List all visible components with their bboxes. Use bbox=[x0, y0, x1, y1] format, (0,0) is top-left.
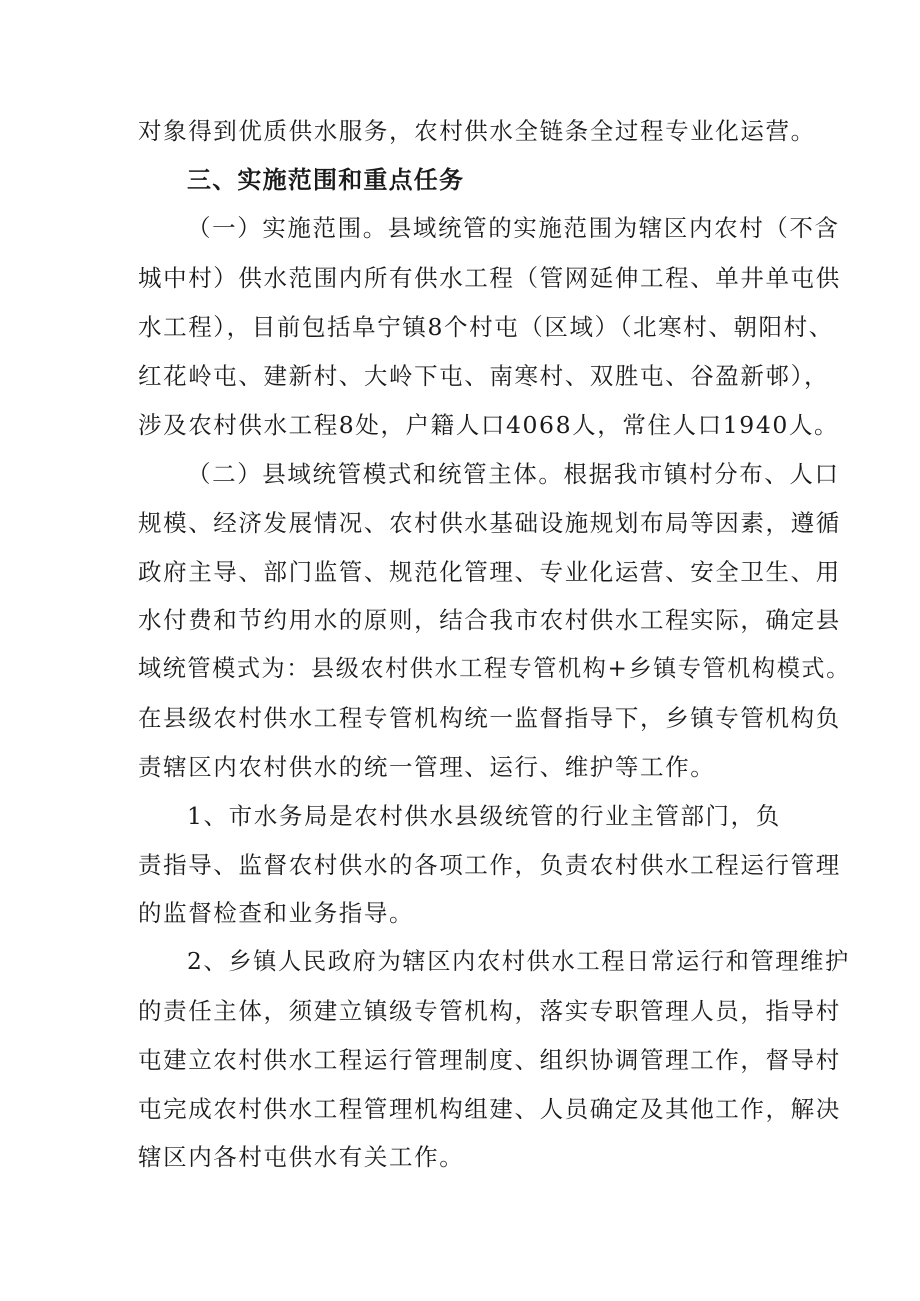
text-line-1: 对象得到优质供水服务，农村供水全链条全过程专业化运营。 bbox=[138, 117, 816, 145]
text-line-21: 屯完成农村供水工程管理机构组建、人员确定及其他工作，解决 bbox=[138, 1095, 841, 1123]
text-line-14: 责辖区内农村供水的统一管理、运行、维护等工作。 bbox=[138, 753, 716, 781]
text-line-11: 水付费和节约用水的原则，结合我市农村供水工程实际，确定县 bbox=[138, 606, 841, 634]
text-line-12: 域统管模式为：县级农村供水工程专管机构+乡镇专管机构模式。 bbox=[138, 656, 851, 682]
text-line-6: 红花岭屯、建新村、大岭下屯、南寒村、双胜屯、谷盈新邨）， bbox=[138, 362, 830, 390]
text-line-20: 屯建立农村供水工程运行管理制度、组织协调管理工作，督导村 bbox=[138, 1046, 841, 1074]
text-line-22: 辖区内各村屯供水有关工作。 bbox=[138, 1143, 465, 1171]
text-line-19: 的责任主体，须建立镇级专管机构，落实专职管理人员，指导村 bbox=[138, 997, 841, 1025]
text-line-10: 政府主导、部门监管、规范化管理、专业化运营、安全卫生、用 bbox=[138, 558, 841, 586]
text-line-13: 在县级农村供水工程专管机构统一监督指导下，乡镇专管机构负 bbox=[138, 704, 841, 732]
text-line-17: 的监督检查和业务指导。 bbox=[138, 899, 415, 927]
text-line-15: 1、市水务局是农村供水县级统管的行业主管部门，负 bbox=[187, 802, 781, 830]
text-line-7: 涉及农村供水工程8处，户籍人口4068人，常住人口1940人。 bbox=[138, 411, 840, 439]
section-heading: 三、实施范围和重点任务 bbox=[187, 166, 465, 194]
text-line-4: 城中村）供水范围内所有供水工程（管网延伸工程、单井单屯供 bbox=[138, 264, 841, 292]
text-line-3: （一）实施范围。县域统管的实施范围为辖区内农村（不含 bbox=[187, 214, 840, 242]
text-line-8: （二）县域统管模式和统管主体。根据我市镇村分布、人口 bbox=[187, 460, 840, 488]
text-line-18: 2、乡镇人民政府为辖区内农村供水工程日常运行和管理维护 bbox=[187, 948, 850, 975]
text-line-16: 责指导、监督农村供水的各项工作，负责农村供水工程运行管理 bbox=[138, 851, 841, 879]
text-line-5: 水工程），目前包括阜宁镇8个村屯（区域）（北寒村、朝阳村、 bbox=[138, 313, 834, 341]
text-line-9: 规模、经济发展情况、农村供水基础设施规划布局等因素，遵循 bbox=[138, 509, 841, 537]
